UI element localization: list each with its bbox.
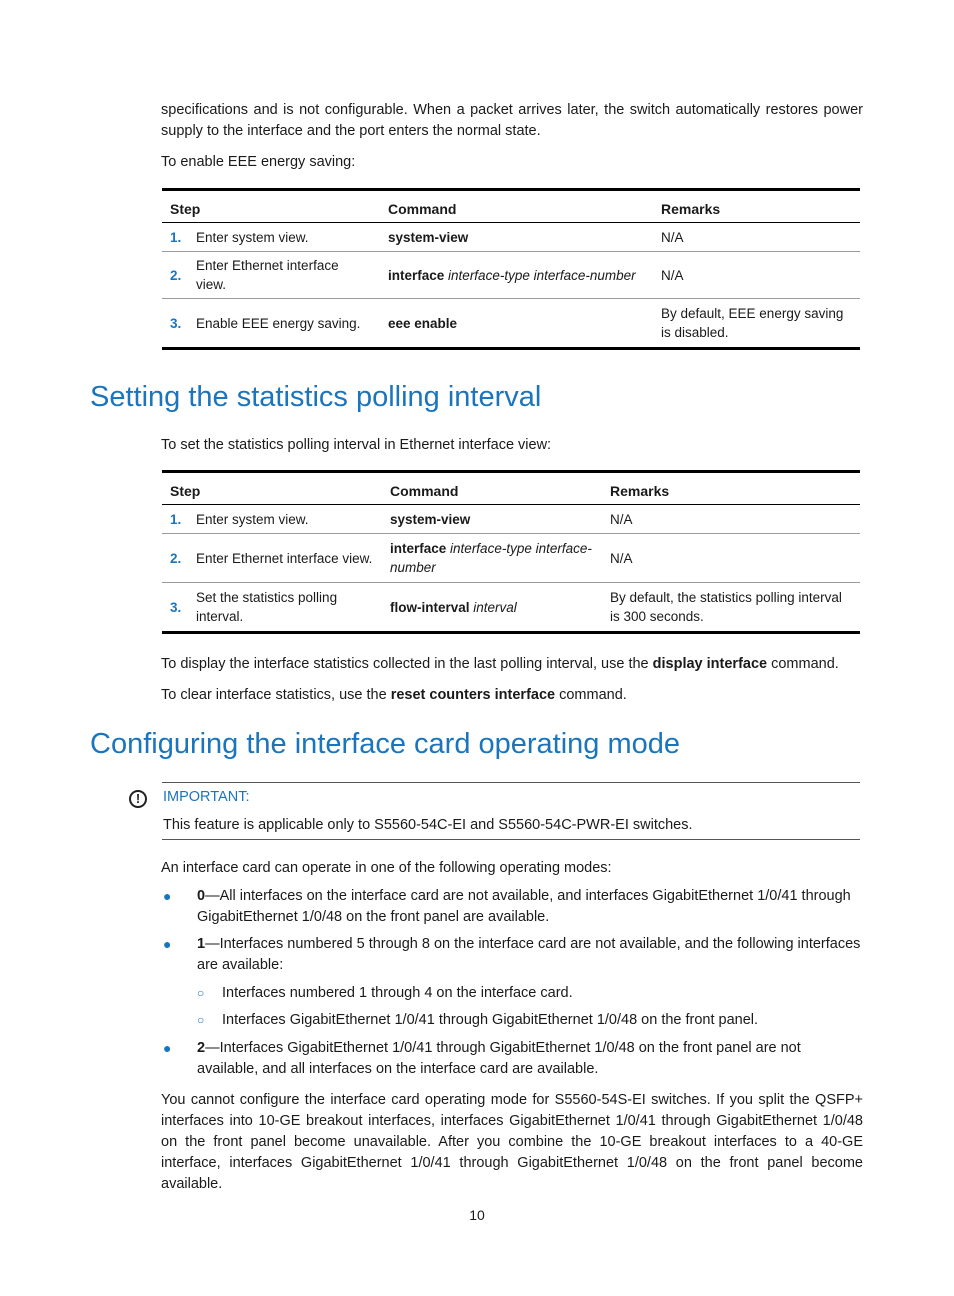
mode-key: 1 [197, 936, 206, 952]
command-keyword: interface [388, 267, 445, 283]
mode-key: 2 [197, 1040, 206, 1056]
remarks-cell: By default, EEE energy saving is disabled. [653, 299, 860, 349]
table-header-command: Command [382, 472, 602, 505]
table-row [162, 252, 860, 299]
step-description: Enter system view. [188, 505, 382, 534]
table-row [162, 505, 860, 534]
modes-lead: An interface card can operate in one of the following operating modes: [161, 860, 612, 876]
step-number: 3. [162, 299, 188, 349]
bullet-icon: ● [163, 888, 172, 904]
list-item [197, 1038, 863, 1080]
remarks-cell: N/A [653, 223, 860, 252]
polling-command-table [162, 470, 860, 634]
step-number: 2. [162, 534, 188, 583]
step-description: Enter Ethernet interface view. [188, 534, 382, 583]
list-item: Interfaces GigabitEthernet 1/0/41 through GigabitEthernet 1/0/48 on the front panel. [222, 1012, 759, 1028]
step-description: Enter system view. [188, 223, 380, 252]
table-header-remarks: Remarks [602, 472, 860, 505]
table-row [162, 299, 860, 349]
display-statistics-paragraph [161, 654, 863, 675]
command-keyword: interface [390, 541, 447, 556]
command-keyword: display interface [652, 656, 768, 672]
important-text: This feature is applicable only to S5560-54C-EI and S5560-54C-PWR-EI switches. [163, 817, 693, 833]
circle-bullet-icon: ○ [197, 1013, 205, 1027]
table-header-step: Step [162, 472, 382, 505]
closing-paragraph: You cannot configure the interface card operating mode for S5560-54S-EI switches. If you split the QSFP+ interfaces into 10-GE breakout interfaces, interfaces GigabitEthernet 1/0/41 through GigabitEthernet 1/0/48 on the front panel become unavailable. After you combine the 10-GE breakout interfaces to a 40-GE interface, interfaces GigabitEthernet 1/0/41 through GigabitEthernet 1/0/48 on the front panel become available. [161, 1092, 863, 1192]
mode-key: 0 [197, 888, 206, 904]
command-keyword: system-view [388, 229, 469, 245]
command-argument: interval [473, 599, 517, 615]
table-row [162, 583, 860, 633]
step-number: 1. [162, 223, 188, 252]
command-cell [380, 223, 653, 252]
text-run: To clear interface statistics, use the [161, 687, 391, 703]
step-description: Set the statistics polling interval. [188, 583, 382, 633]
command-keyword: eee enable [388, 315, 458, 331]
table-header-step: Step [162, 190, 380, 223]
eee-command-table [162, 188, 860, 350]
exclamation-icon: ! [129, 790, 147, 808]
command-argument: interface-type interface-number [390, 541, 592, 575]
command-cell [382, 583, 602, 633]
important-label: IMPORTANT: [163, 789, 250, 805]
text-run: command. [767, 656, 839, 672]
clear-statistics-paragraph [161, 685, 863, 706]
table-row [162, 223, 860, 252]
table-header-remarks: Remarks [653, 190, 860, 223]
command-cell [380, 299, 653, 349]
mode-description: —All interfaces on the interface card are not available, and interfaces GigabitEthernet 1/0/41 through GigabitEthernet 1/0/48 on the front panel are available. [197, 888, 851, 925]
command-keyword: flow-interval [390, 599, 470, 615]
list-item [197, 934, 863, 976]
mode-description: —Interfaces numbered 5 through 8 on the interface card are not available, and the following interfaces are available: [197, 936, 861, 973]
table-row [162, 534, 860, 583]
step-description: Enter Ethernet interface view. [188, 252, 380, 299]
command-cell [382, 534, 602, 583]
eee-lead: To enable EEE energy saving: [161, 154, 356, 170]
remarks-cell: By default, the statistics polling interval is 300 seconds. [602, 583, 860, 633]
command-keyword: system-view [390, 511, 471, 527]
bullet-icon: ● [163, 936, 172, 952]
command-cell [380, 252, 653, 299]
polling-lead: To set the statistics polling interval in Ethernet interface view: [161, 437, 552, 453]
remarks-cell: N/A [602, 505, 860, 534]
list-item [197, 886, 863, 928]
remarks-cell: N/A [602, 534, 860, 583]
bullet-icon: ● [163, 1040, 172, 1056]
step-number: 3. [162, 583, 188, 633]
step-description: Enable EEE energy saving. [188, 299, 380, 349]
section-title-card-mode: Configuring the interface card operating mode [90, 728, 681, 760]
command-argument: interface-type interface-number [448, 267, 636, 283]
command-keyword: reset counters interface [390, 687, 556, 703]
list-item: Interfaces numbered 1 through 4 on the interface card. [222, 985, 573, 1001]
circle-bullet-icon: ○ [197, 986, 205, 1000]
section-title-polling: Setting the statistics polling interval [90, 381, 542, 413]
remarks-cell: N/A [653, 252, 860, 299]
mode-description: —Interfaces GigabitEthernet 1/0/41 through GigabitEthernet 1/0/48 on the front panel are not available, and all interfaces on the interface card are available. [197, 1040, 801, 1077]
command-cell [382, 505, 602, 534]
text-run: command. [555, 687, 627, 703]
text-run: To display the interface statistics collected in the last polling interval, use the [161, 656, 653, 672]
step-number: 1. [162, 505, 188, 534]
intro-paragraph: specifications and is not configurable. When a packet arrives later, the switch automatically restores power supply to the interface and the port enters the normal state. [161, 102, 863, 139]
step-number: 2. [162, 252, 188, 299]
table-header-command: Command [380, 190, 653, 223]
page-number: 10 [469, 1207, 485, 1223]
